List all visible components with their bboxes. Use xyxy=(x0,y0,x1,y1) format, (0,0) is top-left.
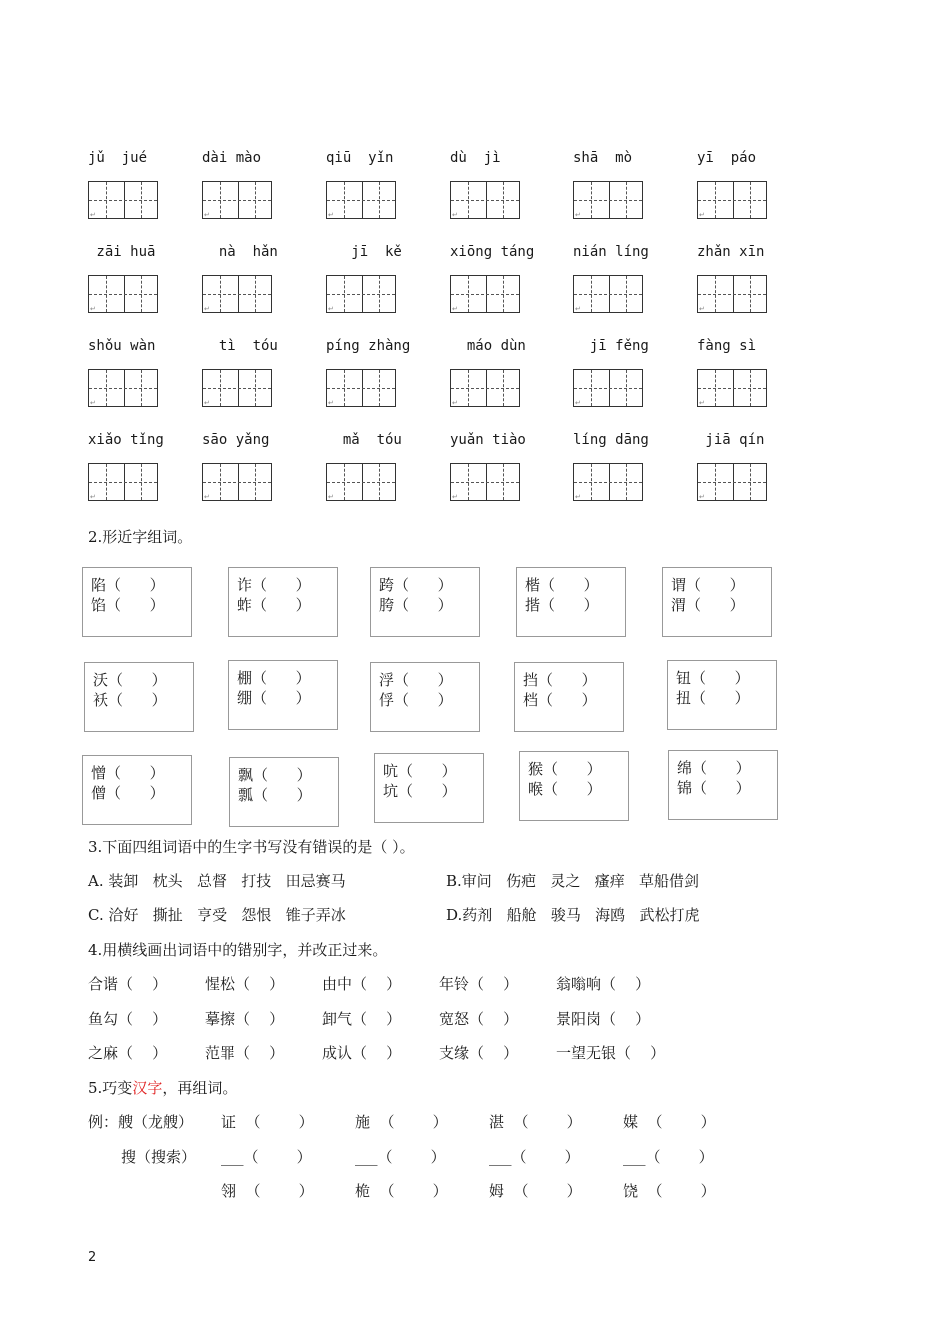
pinyin-label: xiǎo tǐng xyxy=(88,432,164,448)
transform-blank[interactable]: 施 （ ） xyxy=(355,1113,448,1131)
similar-char-box xyxy=(84,662,194,732)
transform-blank[interactable]: ___（ ） xyxy=(355,1148,446,1166)
transform-blank[interactable]: ___（ ） xyxy=(623,1148,714,1166)
option-b[interactable]: B.审问 伤疤 灵之 瘙痒 草船借剑 xyxy=(446,872,700,890)
char-word-blank[interactable]: 袄（ ） xyxy=(93,691,167,709)
wrong-word-item[interactable]: 由中（ ） xyxy=(322,975,402,993)
char-word-blank[interactable]: 钮（ ） xyxy=(676,669,750,687)
tianzige-writing-box[interactable]: ↵ xyxy=(450,463,520,501)
section-5-title xyxy=(88,1077,237,1098)
char-word-blank[interactable]: 瓢（ ） xyxy=(238,786,312,804)
similar-char-box xyxy=(370,567,480,637)
similar-char-box xyxy=(514,662,624,732)
page-number: 2 xyxy=(88,1250,97,1265)
transform-blank[interactable]: 桅 （ ） xyxy=(355,1182,448,1200)
transform-blank[interactable]: 湛 （ ） xyxy=(489,1113,582,1131)
pinyin-label: líng dāng xyxy=(573,432,649,448)
wrong-word-item[interactable]: 范罪（ ） xyxy=(205,1044,285,1062)
section-4-title: 4.用横线画出词语中的错别字，并改正过来。 xyxy=(88,941,388,959)
similar-char-box xyxy=(228,660,338,730)
pinyin-label: yuǎn tiào xyxy=(450,432,526,448)
tianzige-writing-box[interactable]: ↵ xyxy=(202,181,272,219)
wrong-word-item[interactable]: 卸气（ ） xyxy=(322,1010,402,1028)
similar-char-box xyxy=(516,567,626,637)
wrong-word-item[interactable]: 翁嗡响（ ） xyxy=(556,975,651,993)
tianzige-writing-box[interactable]: ↵ xyxy=(573,463,643,501)
char-word-blank[interactable]: 渭（ ） xyxy=(671,596,745,614)
char-word-blank[interactable]: 僧（ ） xyxy=(91,784,165,802)
similar-char-box xyxy=(82,567,192,637)
pinyin-label: jǔ jué xyxy=(88,150,148,166)
wrong-word-item[interactable]: 鱼勾（ ） xyxy=(88,1010,168,1028)
tianzige-writing-box[interactable]: ↵ xyxy=(326,463,396,501)
char-word-blank[interactable]: 吭（ ） xyxy=(383,762,457,780)
char-word-blank[interactable]: 坑（ ） xyxy=(383,782,457,800)
wrong-word-item[interactable]: 一望无银（ ） xyxy=(556,1044,666,1062)
char-word-blank[interactable]: 浮（ ） xyxy=(379,671,453,689)
char-word-blank[interactable]: 绷（ ） xyxy=(237,689,311,707)
similar-char-box xyxy=(82,755,192,825)
tianzige-writing-box[interactable]: ↵ xyxy=(573,369,643,407)
char-word-blank[interactable]: 揩（ ） xyxy=(525,596,599,614)
transform-blank[interactable]: 证 （ ） xyxy=(221,1113,314,1131)
similar-char-box xyxy=(228,567,338,637)
pinyin-label: mǎ tóu xyxy=(326,432,402,448)
pinyin-label: shǒu wàn xyxy=(88,338,156,354)
tianzige-writing-box[interactable]: ↵ xyxy=(573,181,643,219)
similar-char-box xyxy=(662,567,772,637)
tianzige-writing-box[interactable]: ↵ xyxy=(450,369,520,407)
tianzige-writing-box[interactable]: ↵ xyxy=(450,181,520,219)
pinyin-label: jī kě xyxy=(326,244,402,260)
char-word-blank[interactable]: 陷（ ） xyxy=(91,576,165,594)
char-word-blank[interactable]: 沃（ ） xyxy=(93,671,167,689)
transform-blank[interactable]: 媒 （ ） xyxy=(623,1113,716,1131)
pinyin-label: dù jì xyxy=(450,150,501,166)
tianzige-writing-box[interactable]: ↵ xyxy=(88,463,158,501)
char-word-blank[interactable]: 谓（ ） xyxy=(671,576,745,594)
pinyin-label: jiā qín xyxy=(697,432,765,448)
section-5-title-pre: 5.巧变 xyxy=(88,1079,133,1097)
wrong-word-item[interactable]: 之麻（ ） xyxy=(88,1044,168,1062)
pinyin-label: dài mào xyxy=(202,150,262,166)
pinyin-label: yī páo xyxy=(697,150,757,166)
tianzige-writing-box[interactable]: ↵ xyxy=(697,463,767,501)
pinyin-label: fàng sì xyxy=(697,338,757,354)
wrong-word-item[interactable]: 景阳岗（ ） xyxy=(556,1010,651,1028)
wrong-word-item[interactable]: 摹擦（ ） xyxy=(205,1010,285,1028)
option-c[interactable]: C. 洽好 撕扯 亨受 怨恨 锥子弄冰 xyxy=(88,906,346,924)
tianzige-writing-box[interactable]: ↵ xyxy=(697,275,767,313)
pinyin-label: qiū yǐn xyxy=(326,150,394,166)
pinyin-label: tì tóu xyxy=(202,338,278,354)
tianzige-writing-box[interactable]: ↵ xyxy=(697,369,767,407)
similar-char-box xyxy=(370,662,480,732)
tianzige-writing-box[interactable]: ↵ xyxy=(450,275,520,313)
option-d[interactable]: D.药剂 船舱 骏马 海鸥 武松打虎 xyxy=(446,906,700,924)
pinyin-label: sāo yǎng xyxy=(202,432,270,448)
pinyin-label: shā mò xyxy=(573,150,633,166)
char-word-blank[interactable]: 蚱（ ） xyxy=(237,596,311,614)
similar-char-box xyxy=(519,751,629,821)
example-2: 搜（搜索） xyxy=(121,1148,197,1166)
char-word-blank[interactable]: 俘（ ） xyxy=(379,691,453,709)
tianzige-writing-box[interactable]: ↵ xyxy=(202,369,272,407)
char-word-blank[interactable]: 胯（ ） xyxy=(379,596,453,614)
pinyin-label: píng zhàng xyxy=(326,338,411,354)
wrong-word-item[interactable]: 宽怒（ ） xyxy=(439,1010,519,1028)
transform-blank[interactable]: ___（ ） xyxy=(489,1148,580,1166)
char-word-blank[interactable]: 馅（ ） xyxy=(91,596,165,614)
char-word-blank[interactable]: 飘（ ） xyxy=(238,766,312,784)
option-a[interactable]: A. 装卸 枕头 总督 打技 田忌赛马 xyxy=(88,872,346,890)
char-word-blank[interactable]: 诈（ ） xyxy=(237,576,311,594)
tianzige-writing-box[interactable]: ↵ xyxy=(88,369,158,407)
tianzige-writing-box[interactable]: ↵ xyxy=(697,181,767,219)
tianzige-writing-box[interactable]: ↵ xyxy=(202,275,272,313)
tianzige-writing-box[interactable]: ↵ xyxy=(88,181,158,219)
wrong-word-item[interactable]: 惺松（ ） xyxy=(205,975,285,993)
section-5-title-highlight: 汉字 xyxy=(132,1079,163,1097)
pinyin-label: zāi huā xyxy=(88,244,156,260)
transform-blank[interactable]: 姆 （ ） xyxy=(489,1182,582,1200)
tianzige-writing-box[interactable]: ↵ xyxy=(326,275,396,313)
similar-char-box xyxy=(668,750,778,820)
section-2-title: 2.形近字组词。 xyxy=(88,528,193,546)
similar-char-box xyxy=(229,757,339,827)
char-word-blank[interactable]: 憎（ ） xyxy=(91,764,165,782)
pinyin-label: nián líng xyxy=(573,244,649,260)
char-word-blank[interactable]: 猴（ ） xyxy=(528,760,602,778)
transform-blank[interactable]: ___（ ） xyxy=(221,1148,312,1166)
char-word-blank[interactable]: 扭（ ） xyxy=(676,689,750,707)
char-word-blank[interactable]: 楷（ ） xyxy=(525,576,599,594)
example-1: 例：艘（龙艘） xyxy=(88,1113,194,1131)
wrong-word-item[interactable]: 成认（ ） xyxy=(322,1044,402,1062)
section-3-title: 3.下面四组词语中的生字书写没有错误的是（ ）。 xyxy=(88,838,415,856)
transform-blank[interactable]: 饶 （ ） xyxy=(623,1182,716,1200)
pinyin-label: xiōng táng xyxy=(450,244,535,260)
pinyin-label: máo dùn xyxy=(450,338,526,354)
char-word-blank[interactable]: 锦（ ） xyxy=(677,779,751,797)
wrong-word-item[interactable]: 年铃（ ） xyxy=(439,975,519,993)
char-word-blank[interactable]: 跨（ ） xyxy=(379,576,453,594)
tianzige-writing-box[interactable]: ↵ xyxy=(573,275,643,313)
similar-char-box xyxy=(667,660,777,730)
char-word-blank[interactable]: 挡（ ） xyxy=(523,671,597,689)
similar-char-box xyxy=(374,753,484,823)
tianzige-writing-box[interactable]: ↵ xyxy=(202,463,272,501)
transform-blank[interactable]: 翎 （ ） xyxy=(221,1182,314,1200)
pinyin-label: jī fěng xyxy=(573,338,649,354)
tianzige-writing-box[interactable]: ↵ xyxy=(326,181,396,219)
char-word-blank[interactable]: 棚（ ） xyxy=(237,669,311,687)
char-word-blank[interactable]: 喉（ ） xyxy=(528,780,602,798)
section-5-title-post: ，再组词。 xyxy=(162,1079,238,1097)
tianzige-writing-box[interactable]: ↵ xyxy=(88,275,158,313)
char-word-blank[interactable]: 档（ ） xyxy=(523,691,597,709)
tianzige-writing-box[interactable]: ↵ xyxy=(326,369,396,407)
pinyin-label: nà hǎn xyxy=(202,244,278,260)
wrong-word-item[interactable]: 支缘（ ） xyxy=(439,1044,519,1062)
wrong-word-item[interactable]: 合谐（ ） xyxy=(88,975,168,993)
char-word-blank[interactable]: 绵（ ） xyxy=(677,759,751,777)
pinyin-label: zhǎn xīn xyxy=(697,244,765,260)
